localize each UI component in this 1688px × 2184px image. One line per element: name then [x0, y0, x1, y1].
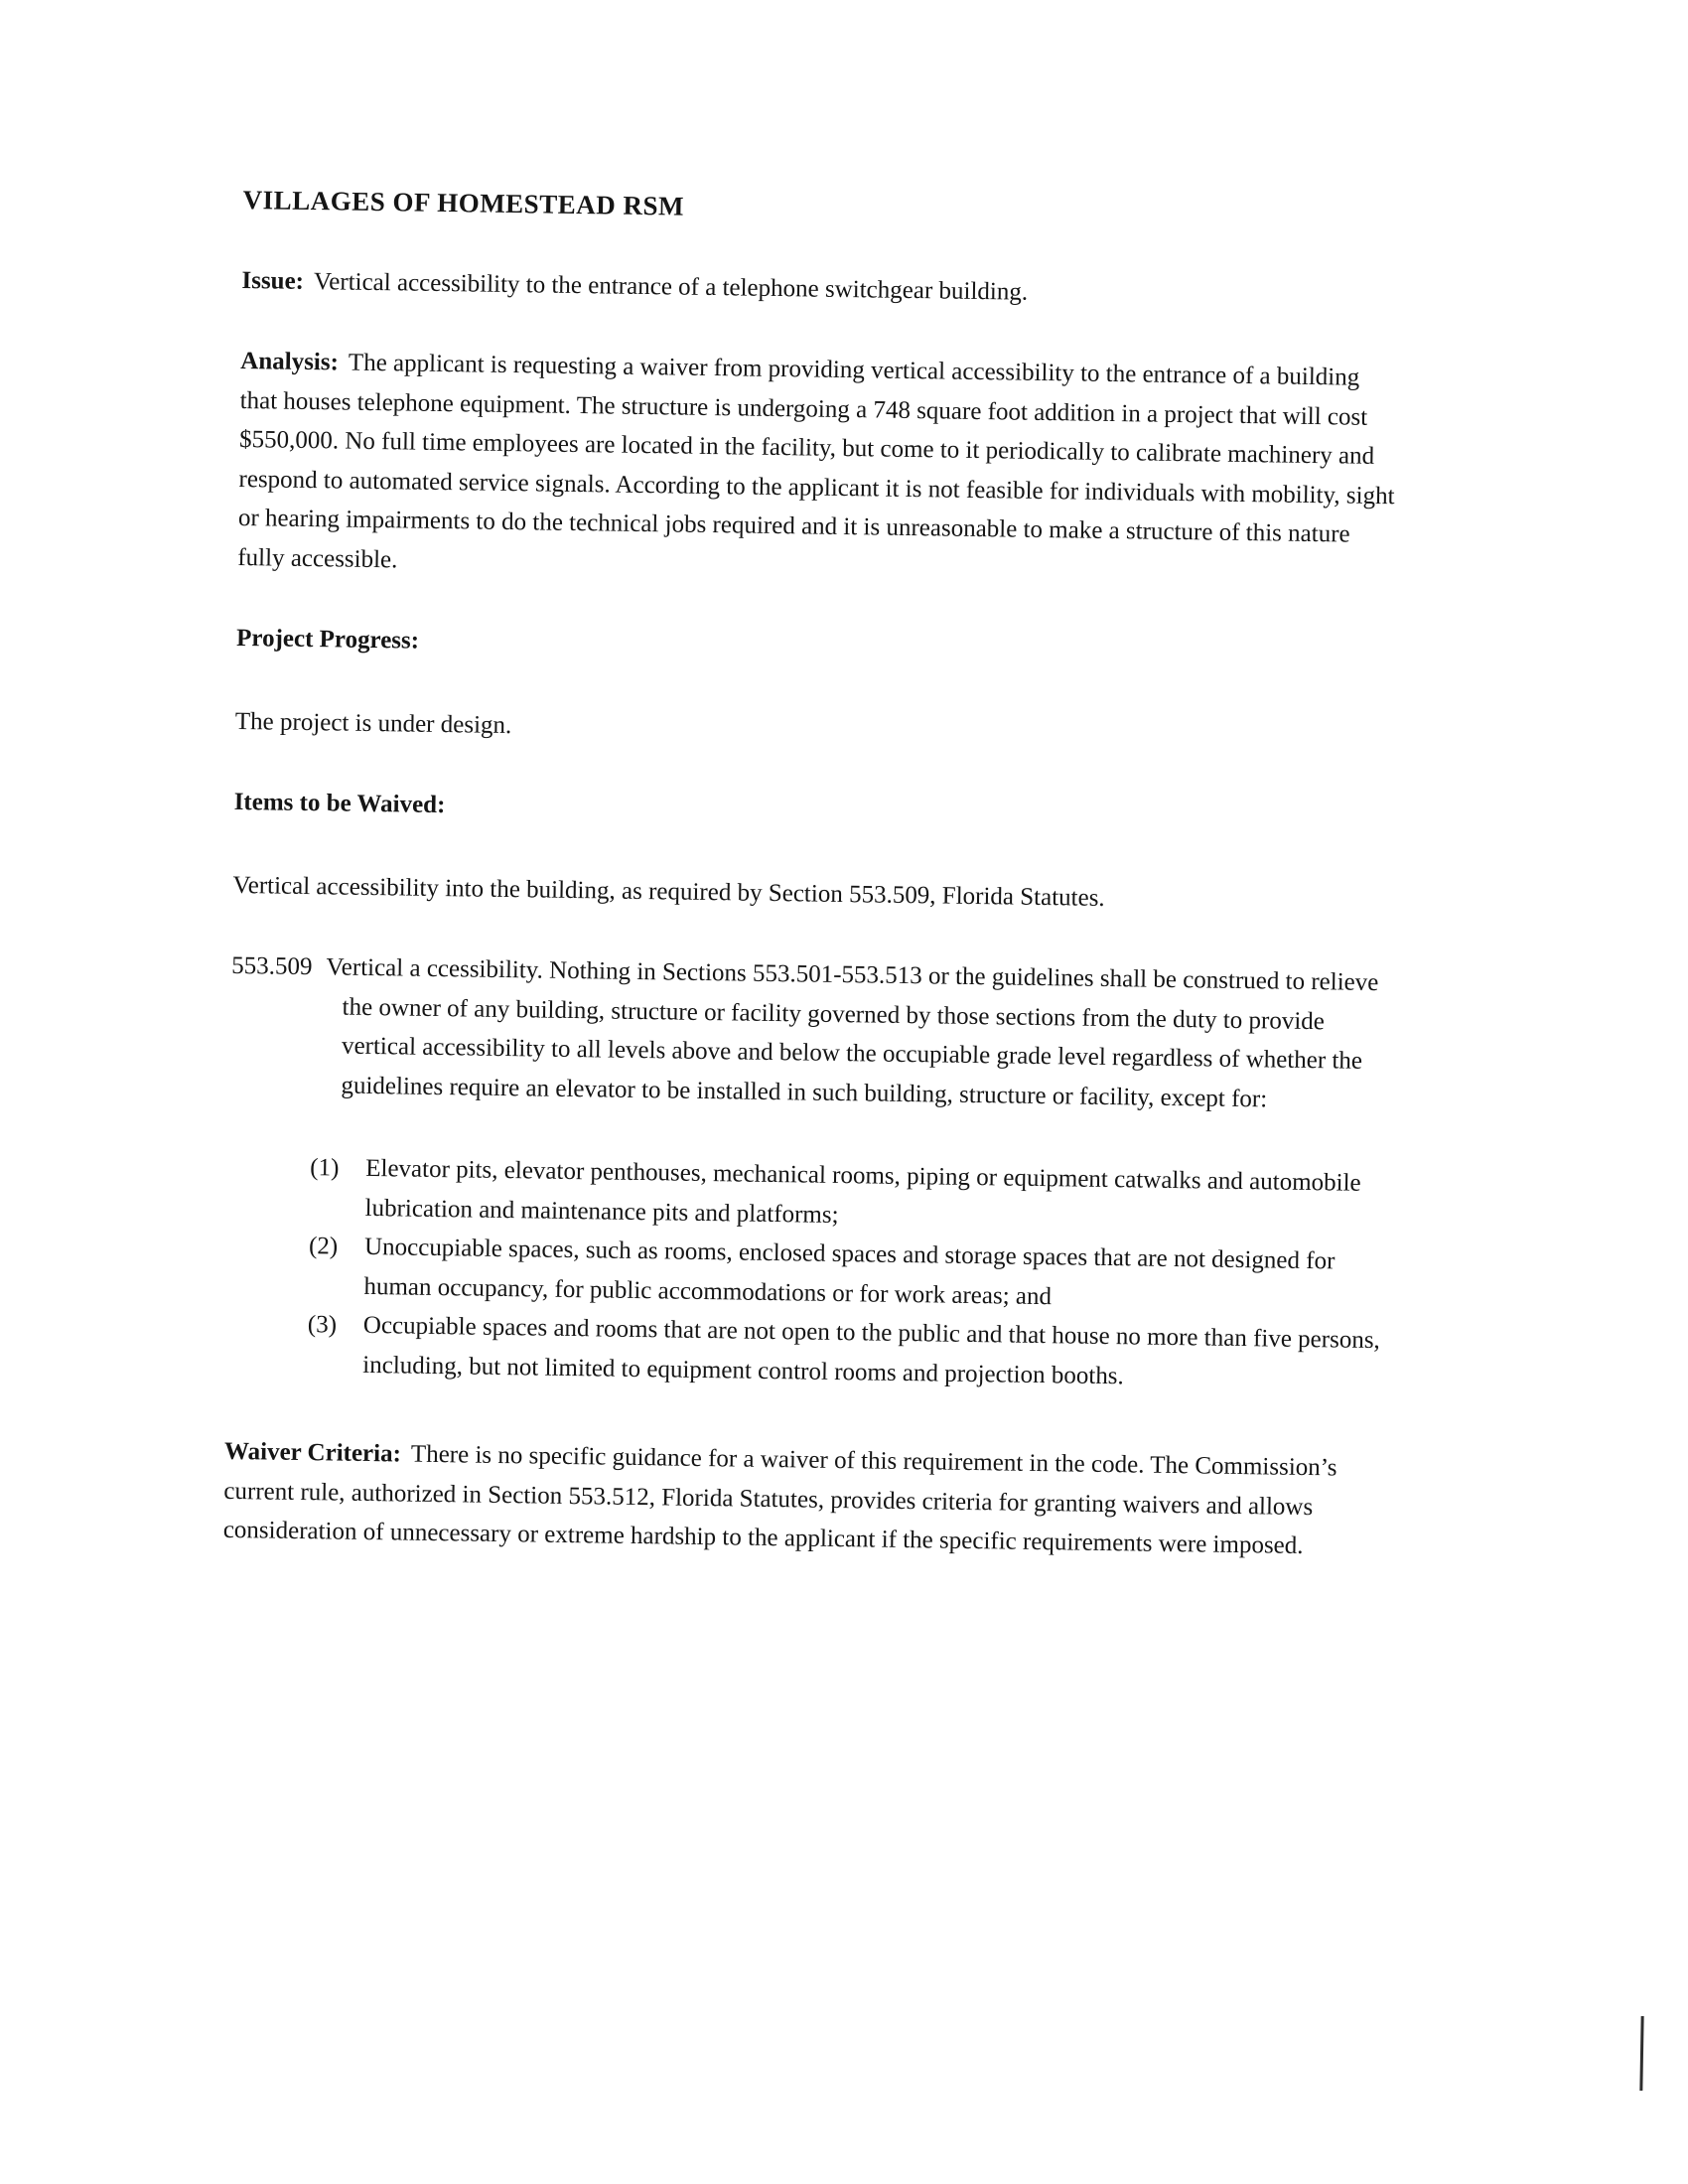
document-content: [222, 179, 1405, 1609]
list-item-number: (3): [307, 1311, 338, 1339]
document-title: VILLAGES OF HOMESTEAD RSM: [242, 184, 685, 221]
waiver-criteria-label: Waiver Criteria:: [223, 1438, 402, 1468]
analysis-paragraph: [237, 342, 1402, 594]
items-to-be-waived-heading: Items to be Waived:: [233, 789, 446, 819]
statute-number: 553.509: [231, 952, 313, 981]
project-progress-text: The project is under design.: [234, 707, 512, 739]
waiver-criteria-paragraph: [223, 1432, 1387, 1567]
waiver-criteria-text: There is no specific guidance for a waiver of this requirement in the code. The Commission’s current rule, authorized in Section 553.512, Florida Statutes, provides criteria for granting waivers and allows consideration of unnecessary or extreme hardship to the applicant if the specific requirements were imposed.: [222, 1440, 1337, 1560]
analysis-text: The applicant is requesting a waiver from providing vertical accessibility to the entrance of a building that houses telephone equipment. The structure is undergoing a 748 square foot addition in a project that will cost $550,000. No full time employees are located in the facility, but come to it periodically to calibrate machinery and respond to automated service signals. According to the applicant it is not feasible for individuals with mobility, sight or hearing impairments to do the technical jobs required and it is unreasonable to make a structure of this nature fully accessible.: [237, 349, 1395, 574]
statute-paragraph: [229, 946, 1393, 1120]
project-progress-heading: Project Progress:: [235, 625, 420, 655]
issue-text: Vertical accessibility to the entrance of a telephone switchgear building.: [313, 267, 1029, 306]
issue-paragraph: [241, 261, 1403, 318]
list-item-number: (1): [310, 1154, 340, 1182]
list-item: [307, 1305, 1388, 1399]
list-item-text: Elevator pits, elevator penthouses, mechanical rooms, piping or equipment catwalks and automobile lubrication and maintenance pits and platforms;: [364, 1155, 1361, 1229]
scan-artifact-line: [1639, 2016, 1643, 2091]
items-to-be-waived-intro: Vertical accessibility into the building, as required by Section 553.509, Florida Statutes.: [232, 871, 1105, 912]
statute-exceptions-list: [307, 1148, 1390, 1399]
issue-label: Issue:: [241, 266, 305, 295]
list-item-number: (2): [308, 1233, 339, 1260]
list-item-text: Unoccupiable spaces, such as rooms, enclosed spaces and storage spaces that are not designed for human occupancy, for public accommodations or for work areas; and: [363, 1234, 1336, 1310]
statute-text: Vertical a ccessibility. Nothing in Sections 553.501-553.513 or the guidelines shall be construed to relieve the owner of any building, structure or facility governed by those sections from the duty to provide vertical accessibility to all levels above and below the occupiable grade level regardless of whether the guidelines require an elevator to be installed in such building, structure or facility, except for:: [326, 953, 1379, 1113]
analysis-label: Analysis:: [240, 348, 340, 376]
list-item-text: Occupiable spaces and rooms that are not open to the public and that house no more than five persons, including, but not limited to equipment control rooms and projection booths.: [362, 1312, 1380, 1389]
